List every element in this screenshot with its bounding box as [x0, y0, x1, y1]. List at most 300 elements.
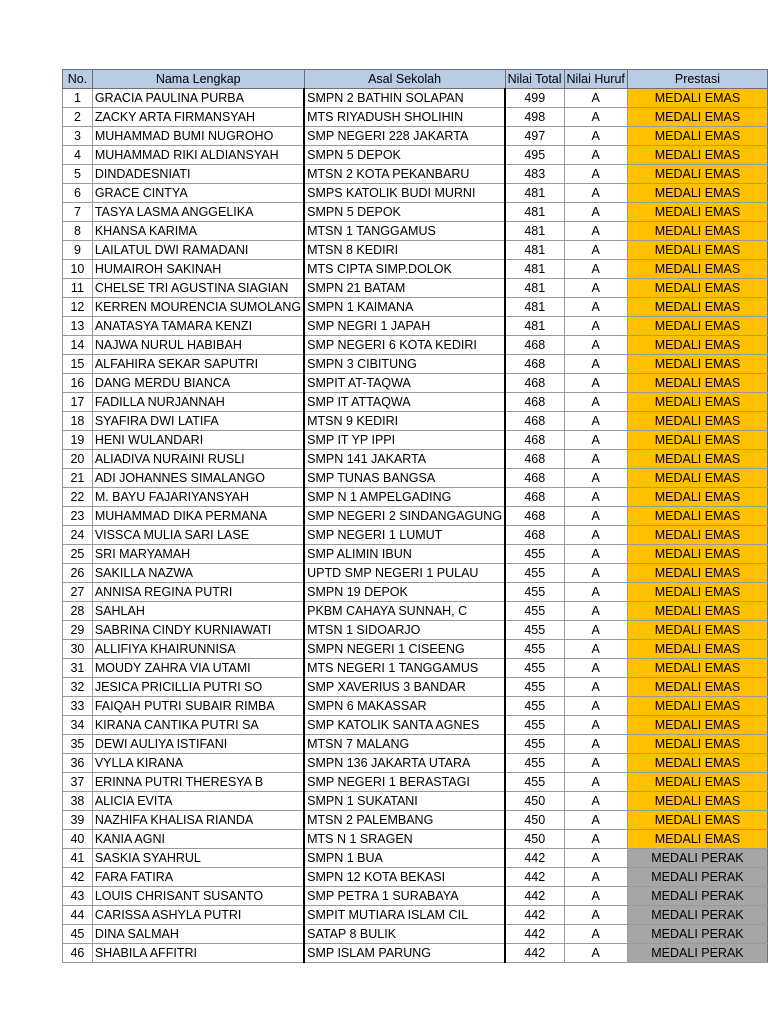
cell-nilai-total[interactable]: 468 [505, 507, 564, 526]
cell-nilai-total[interactable]: 455 [505, 678, 564, 697]
cell-nama-lengkap[interactable]: DANG MERDU BIANCA [92, 374, 304, 393]
cell-nilai-total[interactable]: 468 [505, 393, 564, 412]
cell-nilai-total[interactable]: 455 [505, 697, 564, 716]
table-row [63, 526, 768, 545]
cell-no[interactable]: 27 [63, 583, 93, 602]
cell-asal-sekolah[interactable]: MTS N 1 SRAGEN [304, 830, 505, 849]
cell-nilai-huruf[interactable]: A [564, 241, 627, 260]
cell-nilai-total[interactable]: 481 [505, 184, 564, 203]
cell-nama-lengkap[interactable]: SASKIA SYAHRUL [92, 849, 304, 868]
cell-nilai-huruf[interactable]: A [564, 564, 627, 583]
table-row [63, 184, 768, 203]
cell-prestasi[interactable]: MEDALI EMAS [627, 165, 767, 184]
cell-no[interactable]: 1 [63, 89, 93, 108]
cell-nama-lengkap[interactable]: SAKILLA NAZWA [92, 564, 304, 583]
cell-nilai-huruf[interactable]: A [564, 127, 627, 146]
cell-asal-sekolah[interactable]: MTS CIPTA SIMP.DOLOK [304, 260, 505, 279]
cell-no[interactable]: 17 [63, 393, 93, 412]
cell-no[interactable]: 22 [63, 488, 93, 507]
cell-no[interactable]: 13 [63, 317, 93, 336]
cell-nama-lengkap[interactable]: MUHAMMAD RIKI ALDIANSYAH [92, 146, 304, 165]
cell-prestasi[interactable]: MEDALI EMAS [627, 298, 767, 317]
cell-asal-sekolah[interactable]: SMPN NEGERI 1 CISEENG [304, 640, 505, 659]
cell-nama-lengkap[interactable]: ADI JOHANNES SIMALANGO [92, 469, 304, 488]
cell-nama-lengkap[interactable]: LOUIS CHRISANT SUSANTO [92, 887, 304, 906]
cell-asal-sekolah[interactable]: SMP ISLAM PARUNG [304, 944, 505, 963]
cell-asal-sekolah[interactable]: SMP NEGERI 6 KOTA KEDIRI [304, 336, 505, 355]
header-no[interactable]: No. [63, 70, 93, 89]
cell-prestasi[interactable]: MEDALI EMAS [627, 222, 767, 241]
cell-nama-lengkap[interactable]: KIRANA CANTIKA PUTRI SA [92, 716, 304, 735]
cell-asal-sekolah[interactable]: SMP XAVERIUS 3 BANDAR [304, 678, 505, 697]
cell-prestasi[interactable]: MEDALI PERAK [627, 944, 767, 963]
cell-nama-lengkap[interactable]: TASYA LASMA ANGGELIKA [92, 203, 304, 222]
cell-nilai-total[interactable]: 468 [505, 488, 564, 507]
cell-asal-sekolah[interactable]: SMPN 5 DEPOK [304, 146, 505, 165]
cell-nama-lengkap[interactable]: CARISSA ASHYLA PUTRI [92, 906, 304, 925]
cell-asal-sekolah[interactable]: SMPN 12 KOTA BEKASI [304, 868, 505, 887]
cell-nilai-total[interactable]: 455 [505, 621, 564, 640]
cell-nama-lengkap[interactable]: SAHLAH [92, 602, 304, 621]
cell-nilai-huruf[interactable]: A [564, 697, 627, 716]
cell-nilai-huruf[interactable]: A [564, 488, 627, 507]
cell-nilai-huruf[interactable]: A [564, 355, 627, 374]
cell-prestasi[interactable]: MEDALI EMAS [627, 716, 767, 735]
cell-nilai-huruf[interactable]: A [564, 260, 627, 279]
cell-asal-sekolah[interactable]: SMPN 1 BUA [304, 849, 505, 868]
cell-nama-lengkap[interactable]: HUMAIROH SAKINAH [92, 260, 304, 279]
cell-asal-sekolah[interactable]: SMPN 136 JAKARTA UTARA [304, 754, 505, 773]
cell-no[interactable]: 43 [63, 887, 93, 906]
cell-asal-sekolah[interactable]: SMP NEGERI 2 SINDANGAGUNG [304, 507, 505, 526]
cell-nilai-huruf[interactable]: A [564, 583, 627, 602]
cell-no[interactable]: 4 [63, 146, 93, 165]
cell-nama-lengkap[interactable]: ALFAHIRA SEKAR SAPUTRI [92, 355, 304, 374]
cell-nilai-huruf[interactable]: A [564, 754, 627, 773]
table-row [63, 393, 768, 412]
cell-nama-lengkap[interactable]: ALICIA EVITA [92, 792, 304, 811]
cell-nama-lengkap[interactable]: GRACIA PAULINA PURBA [92, 89, 304, 108]
results-table [62, 69, 768, 963]
cell-nama-lengkap[interactable]: JESICA PRICILLIA PUTRI SO [92, 678, 304, 697]
cell-nilai-huruf[interactable]: A [564, 678, 627, 697]
cell-nilai-total[interactable]: 442 [505, 887, 564, 906]
cell-nilai-huruf[interactable]: A [564, 317, 627, 336]
cell-no[interactable]: 46 [63, 944, 93, 963]
cell-nama-lengkap[interactable]: DEWI AULIYA ISTIFANI [92, 735, 304, 754]
cell-nama-lengkap[interactable]: ALLIFIYA KHAIRUNNISA [92, 640, 304, 659]
cell-nilai-total[interactable]: 468 [505, 450, 564, 469]
cell-asal-sekolah[interactable]: SMPN 21 BATAM [304, 279, 505, 298]
cell-nilai-huruf[interactable]: A [564, 450, 627, 469]
cell-prestasi[interactable]: MEDALI EMAS [627, 602, 767, 621]
cell-nama-lengkap[interactable]: SRI MARYAMAH [92, 545, 304, 564]
cell-no[interactable]: 24 [63, 526, 93, 545]
cell-nama-lengkap[interactable]: KHANSA KARIMA [92, 222, 304, 241]
cell-prestasi[interactable]: MEDALI EMAS [627, 146, 767, 165]
cell-nilai-huruf[interactable]: A [564, 336, 627, 355]
table-row [63, 602, 768, 621]
cell-asal-sekolah[interactable]: MTSN 9 KEDIRI [304, 412, 505, 431]
cell-asal-sekolah[interactable]: MTS RIYADUSH SHOLIHIN [304, 108, 505, 127]
cell-no[interactable]: 37 [63, 773, 93, 792]
cell-prestasi[interactable]: MEDALI EMAS [627, 773, 767, 792]
cell-no[interactable]: 39 [63, 811, 93, 830]
cell-no[interactable]: 14 [63, 336, 93, 355]
cell-no[interactable]: 41 [63, 849, 93, 868]
cell-asal-sekolah[interactable]: SMP KATOLIK SANTA AGNES [304, 716, 505, 735]
cell-nama-lengkap[interactable]: ALIADIVA NURAINI RUSLI [92, 450, 304, 469]
cell-prestasi[interactable]: MEDALI EMAS [627, 374, 767, 393]
cell-nama-lengkap[interactable]: KANIA AGNI [92, 830, 304, 849]
cell-nilai-total[interactable]: 481 [505, 317, 564, 336]
cell-no[interactable]: 36 [63, 754, 93, 773]
cell-prestasi[interactable]: MEDALI EMAS [627, 735, 767, 754]
header-prestasi[interactable]: Prestasi [627, 70, 767, 89]
cell-prestasi[interactable]: MEDALI EMAS [627, 507, 767, 526]
cell-asal-sekolah[interactable]: UPTD SMP NEGERI 1 PULAU [304, 564, 505, 583]
cell-nilai-total[interactable]: 442 [505, 868, 564, 887]
cell-nilai-total[interactable]: 481 [505, 279, 564, 298]
cell-prestasi[interactable]: MEDALI EMAS [627, 317, 767, 336]
table-row [63, 488, 768, 507]
cell-asal-sekolah[interactable]: SMP TUNAS BANGSA [304, 469, 505, 488]
cell-nilai-total[interactable]: 455 [505, 659, 564, 678]
cell-nilai-total[interactable]: 455 [505, 640, 564, 659]
cell-nilai-total[interactable]: 468 [505, 469, 564, 488]
cell-nilai-huruf[interactable]: A [564, 469, 627, 488]
cell-asal-sekolah[interactable]: SMP NEGERI 1 LUMUT [304, 526, 505, 545]
cell-nama-lengkap[interactable]: FARA FATIRA [92, 868, 304, 887]
cell-nama-lengkap[interactable]: SHABILA AFFITRI [92, 944, 304, 963]
cell-no[interactable]: 18 [63, 412, 93, 431]
header-row [63, 70, 768, 89]
cell-nilai-huruf[interactable]: A [564, 773, 627, 792]
cell-prestasi[interactable]: MEDALI PERAK [627, 906, 767, 925]
cell-no[interactable]: 33 [63, 697, 93, 716]
header-nilai-total[interactable]: Nilai Total [505, 70, 564, 89]
cell-nama-lengkap[interactable]: GRACE CINTYA [92, 184, 304, 203]
cell-prestasi[interactable]: MEDALI EMAS [627, 697, 767, 716]
header-asal-sekolah[interactable]: Asal Sekolah [304, 70, 505, 89]
cell-nilai-huruf[interactable]: A [564, 108, 627, 127]
cell-no[interactable]: 32 [63, 678, 93, 697]
cell-nama-lengkap[interactable]: NAZHIFA KHALISA RIANDA [92, 811, 304, 830]
cell-asal-sekolah[interactable]: PKBM CAHAYA SUNNAH, C [304, 602, 505, 621]
cell-prestasi[interactable]: MEDALI EMAS [627, 811, 767, 830]
cell-no[interactable]: 16 [63, 374, 93, 393]
cell-prestasi[interactable]: MEDALI EMAS [627, 203, 767, 222]
cell-nilai-total[interactable]: 455 [505, 773, 564, 792]
cell-nilai-total[interactable]: 495 [505, 146, 564, 165]
cell-nilai-huruf[interactable]: A [564, 906, 627, 925]
cell-nama-lengkap[interactable]: LAILATUL DWI RAMADANI [92, 241, 304, 260]
cell-nilai-total[interactable]: 455 [505, 564, 564, 583]
cell-asal-sekolah[interactable]: SMPN 2 BATHIN SOLAPAN [304, 89, 505, 108]
cell-prestasi[interactable]: MEDALI EMAS [627, 640, 767, 659]
table-row [63, 241, 768, 260]
cell-prestasi[interactable]: MEDALI EMAS [627, 336, 767, 355]
cell-prestasi[interactable]: MEDALI EMAS [627, 260, 767, 279]
cell-nilai-total[interactable]: 468 [505, 412, 564, 431]
cell-nilai-huruf[interactable]: A [564, 830, 627, 849]
cell-nama-lengkap[interactable]: CHELSE TRI AGUSTINA SIAGIAN [92, 279, 304, 298]
cell-nilai-total[interactable]: 450 [505, 811, 564, 830]
cell-prestasi[interactable]: MEDALI EMAS [627, 412, 767, 431]
cell-asal-sekolah[interactable]: MTSN 7 MALANG [304, 735, 505, 754]
table-row [63, 469, 768, 488]
cell-asal-sekolah[interactable]: MTSN 1 TANGGAMUS [304, 222, 505, 241]
cell-asal-sekolah[interactable]: SMP IT ATTAQWA [304, 393, 505, 412]
cell-prestasi[interactable]: MEDALI EMAS [627, 89, 767, 108]
cell-prestasi[interactable]: MEDALI EMAS [627, 526, 767, 545]
cell-prestasi[interactable]: MEDALI PERAK [627, 925, 767, 944]
cell-nilai-huruf[interactable]: A [564, 545, 627, 564]
cell-nilai-total[interactable]: 468 [505, 374, 564, 393]
cell-asal-sekolah[interactable]: SATAP 8 BULIK [304, 925, 505, 944]
cell-nilai-huruf[interactable]: A [564, 602, 627, 621]
cell-no[interactable]: 19 [63, 431, 93, 450]
cell-nilai-huruf[interactable]: A [564, 849, 627, 868]
cell-prestasi[interactable]: MEDALI EMAS [627, 488, 767, 507]
cell-no[interactable]: 29 [63, 621, 93, 640]
cell-asal-sekolah[interactable]: SMP NEGERI 1 BERASTAGI [304, 773, 505, 792]
cell-no[interactable]: 30 [63, 640, 93, 659]
cell-nama-lengkap[interactable]: ZACKY ARTA FIRMANSYAH [92, 108, 304, 127]
cell-no[interactable]: 9 [63, 241, 93, 260]
cell-prestasi[interactable]: MEDALI EMAS [627, 545, 767, 564]
cell-nilai-huruf[interactable]: A [564, 431, 627, 450]
cell-nilai-huruf[interactable]: A [564, 925, 627, 944]
cell-nilai-total[interactable]: 450 [505, 792, 564, 811]
cell-asal-sekolah[interactable]: SMP NEGERI 228 JAKARTA [304, 127, 505, 146]
cell-asal-sekolah[interactable]: SMPIT AT-TAQWA [304, 374, 505, 393]
cell-no[interactable]: 10 [63, 260, 93, 279]
table-row [63, 564, 768, 583]
cell-nilai-total[interactable]: 455 [505, 602, 564, 621]
cell-nama-lengkap[interactable]: ERINNA PUTRI THERESYA B [92, 773, 304, 792]
cell-no[interactable]: 11 [63, 279, 93, 298]
cell-nama-lengkap[interactable]: MOUDY ZAHRA VIA UTAMI [92, 659, 304, 678]
cell-prestasi[interactable]: MEDALI EMAS [627, 431, 767, 450]
cell-no[interactable]: 5 [63, 165, 93, 184]
cell-no[interactable]: 35 [63, 735, 93, 754]
cell-nilai-total[interactable]: 483 [505, 165, 564, 184]
cell-asal-sekolah[interactable]: SMP ALIMIN IBUN [304, 545, 505, 564]
cell-nilai-total[interactable]: 498 [505, 108, 564, 127]
cell-asal-sekolah[interactable]: SMP PETRA 1 SURABAYA [304, 887, 505, 906]
cell-nilai-huruf[interactable]: A [564, 621, 627, 640]
cell-no[interactable]: 21 [63, 469, 93, 488]
cell-nilai-huruf[interactable]: A [564, 887, 627, 906]
cell-no[interactable]: 28 [63, 602, 93, 621]
cell-nilai-total[interactable]: 455 [505, 735, 564, 754]
cell-nilai-total[interactable]: 455 [505, 754, 564, 773]
table-row [63, 89, 768, 108]
cell-nama-lengkap[interactable]: VYLLA KIRANA [92, 754, 304, 773]
cell-asal-sekolah[interactable]: SMPN 3 CIBITUNG [304, 355, 505, 374]
cell-no[interactable]: 12 [63, 298, 93, 317]
cell-nama-lengkap[interactable]: NAJWA NURUL HABIBAH [92, 336, 304, 355]
cell-nilai-total[interactable]: 481 [505, 203, 564, 222]
cell-prestasi[interactable]: MEDALI EMAS [627, 830, 767, 849]
cell-nilai-total[interactable]: 455 [505, 545, 564, 564]
cell-asal-sekolah[interactable]: SMPN 1 KAIMANA [304, 298, 505, 317]
cell-no[interactable]: 6 [63, 184, 93, 203]
cell-nilai-total[interactable]: 455 [505, 583, 564, 602]
cell-nama-lengkap[interactable]: VISSCA MULIA SARI LASE [92, 526, 304, 545]
cell-no[interactable]: 7 [63, 203, 93, 222]
cell-nama-lengkap[interactable]: KERREN MOURENCIA SUMOLANG [92, 298, 304, 317]
cell-no[interactable]: 34 [63, 716, 93, 735]
cell-nilai-total[interactable]: 481 [505, 260, 564, 279]
cell-nama-lengkap[interactable]: DINA SALMAH [92, 925, 304, 944]
cell-asal-sekolah[interactable]: SMPIT MUTIARA ISLAM CIL [304, 906, 505, 925]
cell-nilai-huruf[interactable]: A [564, 184, 627, 203]
cell-nilai-total[interactable]: 468 [505, 336, 564, 355]
cell-prestasi[interactable]: MEDALI EMAS [627, 659, 767, 678]
cell-asal-sekolah[interactable]: MTS NEGERI 1 TANGGAMUS [304, 659, 505, 678]
table-row [63, 222, 768, 241]
cell-nilai-total[interactable]: 450 [505, 830, 564, 849]
cell-nilai-huruf[interactable]: A [564, 868, 627, 887]
cell-prestasi[interactable]: MEDALI EMAS [627, 469, 767, 488]
cell-prestasi[interactable]: MEDALI EMAS [627, 792, 767, 811]
cell-no[interactable]: 42 [63, 868, 93, 887]
cell-prestasi[interactable]: MEDALI EMAS [627, 754, 767, 773]
cell-asal-sekolah[interactable]: SMP NEGRI 1 JAPAH [304, 317, 505, 336]
cell-prestasi[interactable]: MEDALI EMAS [627, 127, 767, 146]
cell-nilai-huruf[interactable]: A [564, 165, 627, 184]
header-nilai-huruf[interactable]: Nilai Huruf [564, 70, 627, 89]
cell-nilai-huruf[interactable]: A [564, 412, 627, 431]
cell-asal-sekolah[interactable]: SMPN 1 SUKATANI [304, 792, 505, 811]
cell-nilai-huruf[interactable]: A [564, 811, 627, 830]
cell-asal-sekolah[interactable]: SMP IT YP IPPI [304, 431, 505, 450]
cell-nama-lengkap[interactable]: FADILLA NURJANNAH [92, 393, 304, 412]
cell-nilai-total[interactable]: 499 [505, 89, 564, 108]
cell-asal-sekolah[interactable]: SMPN 141 JAKARTA [304, 450, 505, 469]
cell-prestasi[interactable]: MEDALI PERAK [627, 887, 767, 906]
cell-asal-sekolah[interactable]: SMPN 6 MAKASSAR [304, 697, 505, 716]
cell-no[interactable]: 45 [63, 925, 93, 944]
table-row [63, 507, 768, 526]
cell-no[interactable]: 26 [63, 564, 93, 583]
cell-no[interactable]: 2 [63, 108, 93, 127]
cell-prestasi[interactable]: MEDALI EMAS [627, 279, 767, 298]
cell-nama-lengkap[interactable]: SABRINA CINDY KURNIAWATI [92, 621, 304, 640]
cell-prestasi[interactable]: MEDALI EMAS [627, 355, 767, 374]
cell-nilai-total[interactable]: 468 [505, 431, 564, 450]
cell-nilai-huruf[interactable]: A [564, 792, 627, 811]
cell-nilai-total[interactable]: 442 [505, 849, 564, 868]
cell-asal-sekolah[interactable]: MTSN 1 SIDOARJO [304, 621, 505, 640]
header-nama-lengkap[interactable]: Nama Lengkap [92, 70, 304, 89]
cell-no[interactable]: 23 [63, 507, 93, 526]
cell-nama-lengkap[interactable]: M. BAYU FAJARIYANSYAH [92, 488, 304, 507]
cell-nilai-huruf[interactable]: A [564, 279, 627, 298]
cell-nilai-huruf[interactable]: A [564, 393, 627, 412]
cell-nilai-huruf[interactable]: A [564, 735, 627, 754]
cell-prestasi[interactable]: MEDALI PERAK [627, 849, 767, 868]
cell-prestasi[interactable]: MEDALI EMAS [627, 678, 767, 697]
cell-nilai-total[interactable]: 442 [505, 925, 564, 944]
cell-nilai-huruf[interactable]: A [564, 659, 627, 678]
cell-nama-lengkap[interactable]: MUHAMMAD BUMI NUGROHO [92, 127, 304, 146]
cell-nilai-huruf[interactable]: A [564, 640, 627, 659]
cell-no[interactable]: 15 [63, 355, 93, 374]
cell-asal-sekolah[interactable]: MTSN 2 PALEMBANG [304, 811, 505, 830]
cell-prestasi[interactable]: MEDALI EMAS [627, 564, 767, 583]
cell-nilai-total[interactable]: 481 [505, 298, 564, 317]
cell-nilai-huruf[interactable]: A [564, 89, 627, 108]
cell-nilai-huruf[interactable]: A [564, 944, 627, 963]
table-row [63, 298, 768, 317]
cell-nilai-total[interactable]: 468 [505, 526, 564, 545]
cell-nama-lengkap[interactable]: ANATASYA TAMARA KENZI [92, 317, 304, 336]
cell-asal-sekolah[interactable]: SMP N 1 AMPELGADING [304, 488, 505, 507]
cell-nilai-total[interactable]: 442 [505, 944, 564, 963]
cell-asal-sekolah[interactable]: SMPN 19 DEPOK [304, 583, 505, 602]
cell-nilai-huruf[interactable]: A [564, 222, 627, 241]
cell-asal-sekolah[interactable]: MTSN 8 KEDIRI [304, 241, 505, 260]
cell-prestasi[interactable]: MEDALI PERAK [627, 868, 767, 887]
cell-nilai-total[interactable]: 481 [505, 241, 564, 260]
cell-no[interactable]: 25 [63, 545, 93, 564]
cell-prestasi[interactable]: MEDALI EMAS [627, 621, 767, 640]
table-row [63, 773, 768, 792]
cell-no[interactable]: 44 [63, 906, 93, 925]
cell-nilai-total[interactable]: 442 [505, 906, 564, 925]
cell-prestasi[interactable]: MEDALI EMAS [627, 450, 767, 469]
cell-nilai-huruf[interactable]: A [564, 146, 627, 165]
cell-nilai-huruf[interactable]: A [564, 716, 627, 735]
cell-no[interactable]: 40 [63, 830, 93, 849]
cell-nilai-total[interactable]: 497 [505, 127, 564, 146]
table-row [63, 108, 768, 127]
table-row [63, 678, 768, 697]
cell-no[interactable]: 8 [63, 222, 93, 241]
cell-asal-sekolah[interactable]: SMPN 5 DEPOK [304, 203, 505, 222]
cell-no[interactable]: 38 [63, 792, 93, 811]
cell-prestasi[interactable]: MEDALI EMAS [627, 108, 767, 127]
cell-no[interactable]: 31 [63, 659, 93, 678]
cell-nama-lengkap[interactable]: HENI WULANDARI [92, 431, 304, 450]
cell-nilai-total[interactable]: 468 [505, 355, 564, 374]
cell-nama-lengkap[interactable]: ANNISA REGINA PUTRI [92, 583, 304, 602]
cell-nilai-huruf[interactable]: A [564, 374, 627, 393]
cell-nilai-total[interactable]: 455 [505, 716, 564, 735]
cell-nilai-huruf[interactable]: A [564, 203, 627, 222]
cell-nama-lengkap[interactable]: FAIQAH PUTRI SUBAIR RIMBA [92, 697, 304, 716]
cell-prestasi[interactable]: MEDALI EMAS [627, 393, 767, 412]
table-row [63, 792, 768, 811]
cell-nilai-huruf[interactable]: A [564, 526, 627, 545]
cell-no[interactable]: 20 [63, 450, 93, 469]
cell-prestasi[interactable]: MEDALI EMAS [627, 241, 767, 260]
cell-nilai-huruf[interactable]: A [564, 298, 627, 317]
cell-nama-lengkap[interactable]: SYAFIRA DWI LATIFA [92, 412, 304, 431]
cell-nama-lengkap[interactable]: DINDADESNIATI [92, 165, 304, 184]
cell-nama-lengkap[interactable]: MUHAMMAD DIKA PERMANA [92, 507, 304, 526]
cell-prestasi[interactable]: MEDALI EMAS [627, 184, 767, 203]
cell-prestasi[interactable]: MEDALI EMAS [627, 583, 767, 602]
cell-no[interactable]: 3 [63, 127, 93, 146]
cell-nilai-total[interactable]: 481 [505, 222, 564, 241]
cell-nilai-huruf[interactable]: A [564, 507, 627, 526]
cell-asal-sekolah[interactable]: MTSN 2 KOTA PEKANBARU [304, 165, 505, 184]
cell-asal-sekolah[interactable]: SMPS KATOLIK BUDI MURNI [304, 184, 505, 203]
